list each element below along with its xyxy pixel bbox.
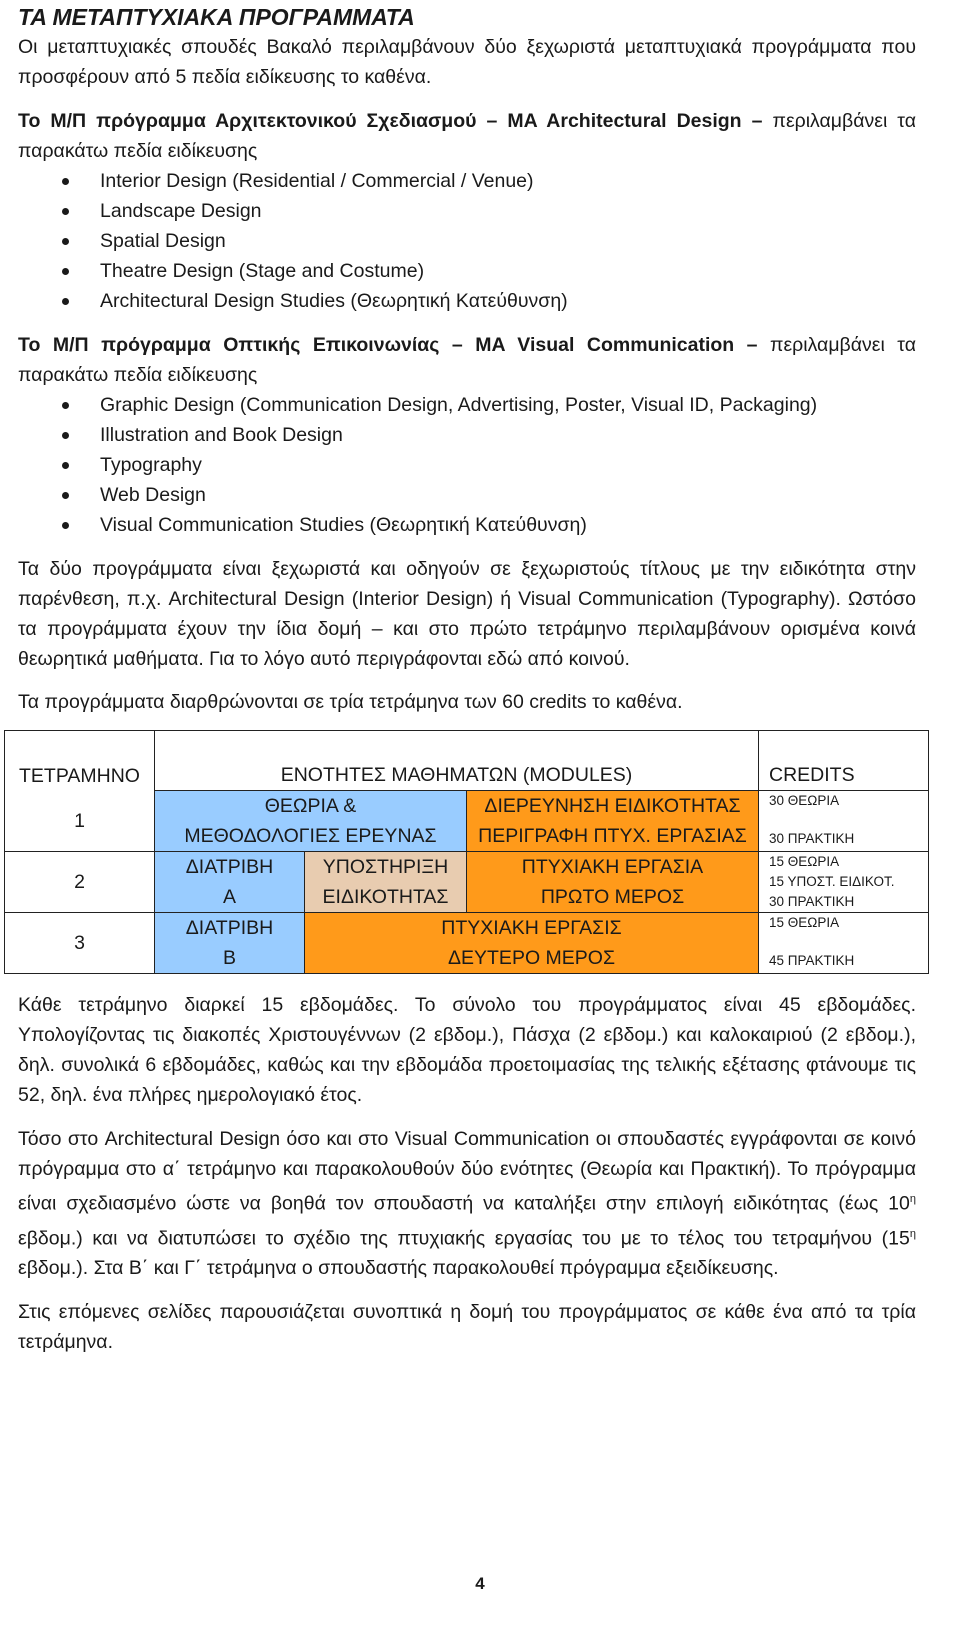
list-item: Spatial Design [18,226,916,256]
page-heading: ΤΑ ΜΕΤΑΠΤΥΧΙΑΚΑ ΠΡΟΓΡΑΜΜΑΤΑ [18,4,415,30]
bullet-icon [62,178,69,185]
table-row [5,791,929,852]
bullet-icon [62,298,69,305]
list-item: Graphic Design (Communication Design, Advertising, Poster, Visual ID, Packaging) [18,390,916,420]
thesis-a-module: ΔΙΑΤΡΙΒΗ Α [155,852,305,913]
arch-specializations-list [18,166,916,316]
term-1: 1 [5,791,155,852]
list-item: Landscape Design [18,196,916,226]
table-header-row [5,731,929,791]
list-item: Web Design [18,480,916,510]
bullet-icon [62,268,69,275]
list-item: Illustration and Book Design [18,420,916,450]
vis-specializations-list [18,390,916,540]
common-program-paragraph: Τόσο στο Architectural Design όσο και στο Visual Communication οι σπουδαστές εγγράφονται σε κοινό πρόγραμμα στο α΄ τετράμηνο και παρακολουθούν δύο ενότητες (Θεωρία και Πρακτική). Το πρόγραμμα είναι σχεδιασμένο ώστε να βοηθά τον σπουδαστή να καταλήξει στην επιλογή ειδικότητας (έως $10^\eta$ εβδομ.) και να διατυπώσει το σχέδιο της πτυχιακής εργασίας του με το τέλος του τετραμήνου ($15^\eta$ εβδομ.). Στα Β΄ και Γ΄ τετράμηνα ο σπουδαστής παρακολουθεί πρόγραμμα εξειδίκευσης. [18,1128,916,1279]
vis-program-intro-rest: περιλαμβάνει τα παρακάτω πεδία ειδίκευσης [18,334,916,386]
term-3: 3 [5,913,155,974]
list-item: Visual Communication Studies (Θεωρητική Κατεύθυνση) [18,510,916,540]
arch-program-intro-rest: περιλαμβάνει τα παρακάτω πεδία ειδίκευσης [18,110,917,162]
table-row [5,913,929,974]
vis-program-title: Το Μ/Π πρόγραμμα Οπτικής Επικοινωνίας – MA Visual Communication – [18,334,758,356]
thesis-b-module: ΔΙΑΤΡΙΒΗ Β [155,913,305,974]
list-item: Theatre Design (Stage and Costume) [18,256,916,286]
credits-term-2: 15 ΘΕΩΡΙΑ 15 ΥΠΟΣΤ. ΕΙΔΙΚΟΤ. 30 ΠΡΑΚΤΙΚΗ [759,852,929,913]
table-row [5,852,929,913]
list-item: Architectural Design Studies (Θεωρητική Κατεύθυνση) [18,286,916,316]
bullet-icon [62,522,69,529]
bullet-icon [62,238,69,245]
vis-program-intro [18,330,916,390]
structure-paragraph: Τα προγράμματα διαρθρώνονται σε τρία τετράμηνα των 60 credits το καθένα. [18,691,683,713]
bullet-icon [62,492,69,499]
term-header: ΤΕΤΡΑΜΗΝΟ [5,731,155,791]
credits-term-1: 30 ΘΕΩΡΙΑ 30 ΠΡΑΚΤΙΚΗ [759,791,929,852]
bullet-icon [62,208,69,215]
bullet-icon [62,432,69,439]
support-module: ΥΠΟΣΤΗΡΙΞΗ ΕΙΔΙΚΟΤΗΤΑΣ [305,852,467,913]
list-item: Typography [18,450,916,480]
bullet-icon [62,402,69,409]
intro-paragraph: Οι μεταπτυχιακές σπουδές Βακαλό περιλαμβάνουν δύο ξεχωριστά μεταπτυχιακά προγράμματα που προσφέρουν από 5 πεδία ειδίκευσης το καθένα. [18,36,916,88]
theory-module: ΘΕΩΡΙΑ & ΜΕΘΟΔΟΛΟΓΙΕΣ ΕΡΕΥΝΑΣ [155,791,467,852]
page-content [18,2,916,1357]
arch-program-title: Το Μ/Π πρόγραμμα Αρχιτεκτονικού Σχεδιασμού – MA Architectural Design – [18,110,763,132]
two-programs-paragraph: Τα δύο προγράμματα είναι ξεχωριστά και οδηγούν σε ξεχωριστούς τίτλους με την ειδικότητα στην παρένθεση, π.χ. Architectural Design (Interior Design) ή Visual Communication (Typography). Ωστόσο τα προγράμματα έχουν την ίδια δομή – και στο πρώτο τετράμηνο περιλαμβάνουν ορισμένα κοινά θεωρητικά μαθήματα. Για το λόγο αυτό περιγράφονται εδώ από κοινού. [18,558,916,670]
research-module: ΔΙΕΡΕΥΝΗΣΗ ΕΙΔΙΚΟΤΗΤΑΣ ΠΕΡΙΓΡΑΦΗ ΠΤΥΧ. ΕΡΓΑΣΙΑΣ [467,791,759,852]
page-number: 4 [475,1574,485,1593]
arch-program-intro [18,106,916,166]
modules-table [4,730,929,974]
credits-header: CREDITS [759,731,929,791]
next-pages-paragraph: Στις επόμενες σελίδες παρουσιάζεται συνοπτικά η δομή του προγράμματος σε κάθε ένα από τα τρία τετράμηνα. [18,1301,916,1353]
modules-header: ΕΝΟΤΗΤΕΣ ΜΑΘΗΜΑΤΩΝ (MODULES) [155,731,759,791]
bullet-icon [62,462,69,469]
term-2: 2 [5,852,155,913]
project-part1-module: ΠΤΥΧΙΑΚΗ ΕΡΓΑΣΙΑ ΠΡΩΤΟ ΜΕΡΟΣ [467,852,759,913]
list-item: Interior Design (Residential / Commercial / Venue) [18,166,916,196]
project-part2-module: ΠΤΥΧΙΑΚΗ ΕΡΓΑΣΙΣ ΔΕΥΤΕΡΟ ΜΕΡΟΣ [305,913,759,974]
weeks-paragraph: Κάθε τετράμηνο διαρκεί 15 εβδομάδες. Το σύνολο του προγράμματος είναι 45 εβδομάδες. Υπολογίζοντας τις διακοπές Χριστουγέννων (2 εβδομ.), Πάσχα (2 εβδομ.) και καλοκαιριού (2 εβδομ.), δηλ. συνολικά 6 εβδομάδες, καθώς και την εβδομάδα προετοιμασίας της τελικής εξέτασης φτάνουμε τις 52, δηλ. ένα πλήρες ημερολογιακό έτος. [18,994,916,1106]
credits-term-3: 15 ΘΕΩΡΙΑ 45 ΠΡΑΚΤΙΚΗ [759,913,929,974]
